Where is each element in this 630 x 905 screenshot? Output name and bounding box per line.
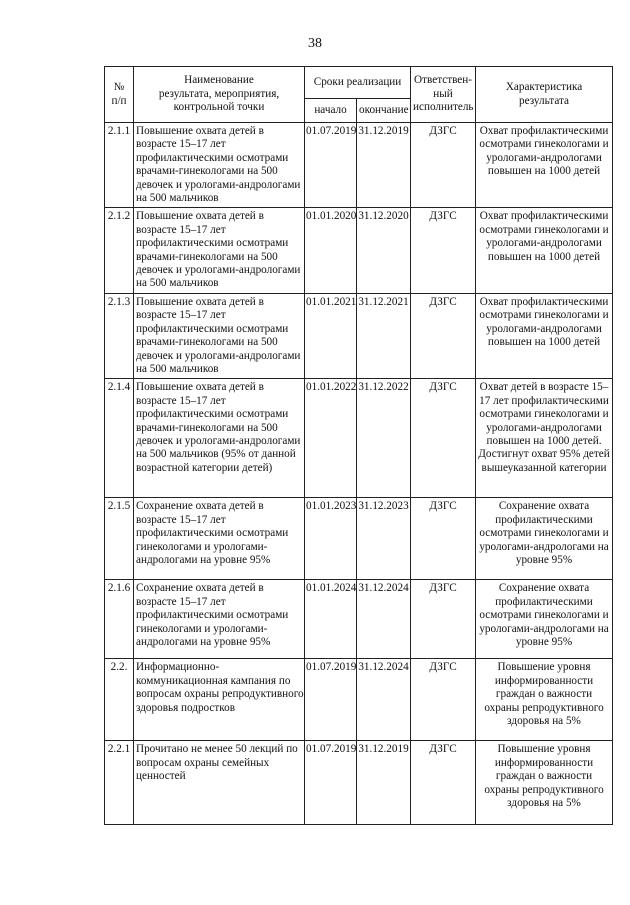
row-name: Повышение охвата детей в возрасте 15–17 лет профилактическими осмотрами врачами-гинекологами на 500 девочек и урологами-андрологами на 500 мальчиков (95% от данной возрастной категории детей) xyxy=(134,379,305,498)
row-end-date: 31.12.2024 xyxy=(357,580,411,659)
row-end-date: 31.12.2019 xyxy=(357,741,411,825)
row-start-date: 01.07.2019 xyxy=(305,741,357,825)
row-executor: ДЗГС xyxy=(411,293,476,378)
header-name: Наименование результата, мероприятия, контрольной точки xyxy=(134,67,305,123)
row-end-date: 31.12.2023 xyxy=(357,498,411,580)
row-result: Охват профилактическими осмотрами гинекологами и урологами-андрологами повышен на 1000 детей xyxy=(476,208,613,293)
header-start: начало xyxy=(305,99,357,123)
row-number: 2.1.1 xyxy=(105,123,134,208)
row-number: 2.1.6 xyxy=(105,580,134,659)
row-result: Охват детей в возрасте 15– 17 лет профилактическими осмотрами гинекологами и урологами-андрологами повышен на 1000 детей. Достигнут охват 95% детей вышеуказанной категории xyxy=(476,379,613,498)
row-result: Охват профилактическими осмотрами гинекологами и урологами-андрологами повышен на 1000 детей xyxy=(476,293,613,378)
row-end-date: 31.12.2024 xyxy=(357,659,411,741)
row-start-date: 01.07.2019 xyxy=(305,659,357,741)
row-result: Охват профилактическими осмотрами гинекологами и урологами-андрологами повышен на 1000 детей xyxy=(476,123,613,208)
header-period: Сроки реализации xyxy=(305,67,411,99)
header-num: № п/п xyxy=(105,67,134,123)
table-row xyxy=(105,293,613,378)
row-number: 2.1.2 xyxy=(105,208,134,293)
row-start-date: 01.07.2019 xyxy=(305,123,357,208)
row-name: Прочитано не менее 50 лекций по вопросам охраны семейных ценностей xyxy=(134,741,305,825)
row-start-date: 01.01.2024 xyxy=(305,580,357,659)
results-table xyxy=(104,66,613,825)
row-number: 2.1.4 xyxy=(105,379,134,498)
row-number: 2.1.3 xyxy=(105,293,134,378)
row-name: Сохранение охвата детей в возрасте 15–17 лет профилактическими осмотрами гинекологами и урологами- андрологами на уровне 95% xyxy=(134,498,305,580)
row-end-date: 31.12.2022 xyxy=(357,379,411,498)
table-row xyxy=(105,498,613,580)
table-header xyxy=(105,67,613,123)
header-end: окончание xyxy=(357,99,411,123)
row-end-date: 31.12.2019 xyxy=(357,123,411,208)
row-end-date: 31.12.2021 xyxy=(357,293,411,378)
row-start-date: 01.01.2021 xyxy=(305,293,357,378)
row-name: Повышение охвата детей в возрасте 15–17 лет профилактическими осмотрами врачами-гинекологами на 500 девочек и урологами-андрологами на 500 мальчиков xyxy=(134,123,305,208)
row-name: Информационно- коммуникационная кампания по вопросам охраны репродуктивного здоровья подростков xyxy=(134,659,305,741)
table-row xyxy=(105,741,613,825)
row-executor: ДЗГС xyxy=(411,123,476,208)
row-result: Сохранение охвата профилактическими осмотрами гинекологами и урологами-андрологами на уровне 95% xyxy=(476,498,613,580)
table-row xyxy=(105,580,613,659)
table-row xyxy=(105,379,613,498)
row-result: Повышение уровня информированности граждан о важности охраны репродуктивного здоровья на 5% xyxy=(476,659,613,741)
table-row xyxy=(105,659,613,741)
row-result: Повышение уровня информированности граждан о важности охраны репродуктивного здоровья на 5% xyxy=(476,741,613,825)
table-row xyxy=(105,123,613,208)
header-executor: Ответствен- ный исполнитель xyxy=(411,67,476,123)
header-result: Характеристика результата xyxy=(476,67,613,123)
row-executor: ДЗГС xyxy=(411,379,476,498)
row-executor: ДЗГС xyxy=(411,580,476,659)
row-executor: ДЗГС xyxy=(411,741,476,825)
row-start-date: 01.01.2020 xyxy=(305,208,357,293)
row-name: Повышение охвата детей в возрасте 15–17 лет профилактическими осмотрами врачами-гинекологами на 500 девочек и урологами-андрологами на 500 мальчиков xyxy=(134,208,305,293)
row-number: 2.2.1 xyxy=(105,741,134,825)
row-start-date: 01.01.2022 xyxy=(305,379,357,498)
row-start-date: 01.01.2023 xyxy=(305,498,357,580)
row-name: Повышение охвата детей в возрасте 15–17 лет профилактическими осмотрами врачами-гинекологами на 500 девочек и урологами-андрологами на 500 мальчиков xyxy=(134,293,305,378)
row-number: 2.1.5 xyxy=(105,498,134,580)
page-number: 38 xyxy=(308,36,322,51)
row-result: Сохранение охвата профилактическими осмотрами гинекологами и урологами-андрологами на уровне 95% xyxy=(476,580,613,659)
row-number: 2.2. xyxy=(105,659,134,741)
row-end-date: 31.12.2020 xyxy=(357,208,411,293)
row-executor: ДЗГС xyxy=(411,659,476,741)
table-row xyxy=(105,208,613,293)
row-executor: ДЗГС xyxy=(411,498,476,580)
row-name: Сохранение охвата детей в возрасте 15–17 лет профилактическими осмотрами гинекологами и урологами- андрологами на уровне 95% xyxy=(134,580,305,659)
row-executor: ДЗГС xyxy=(411,208,476,293)
